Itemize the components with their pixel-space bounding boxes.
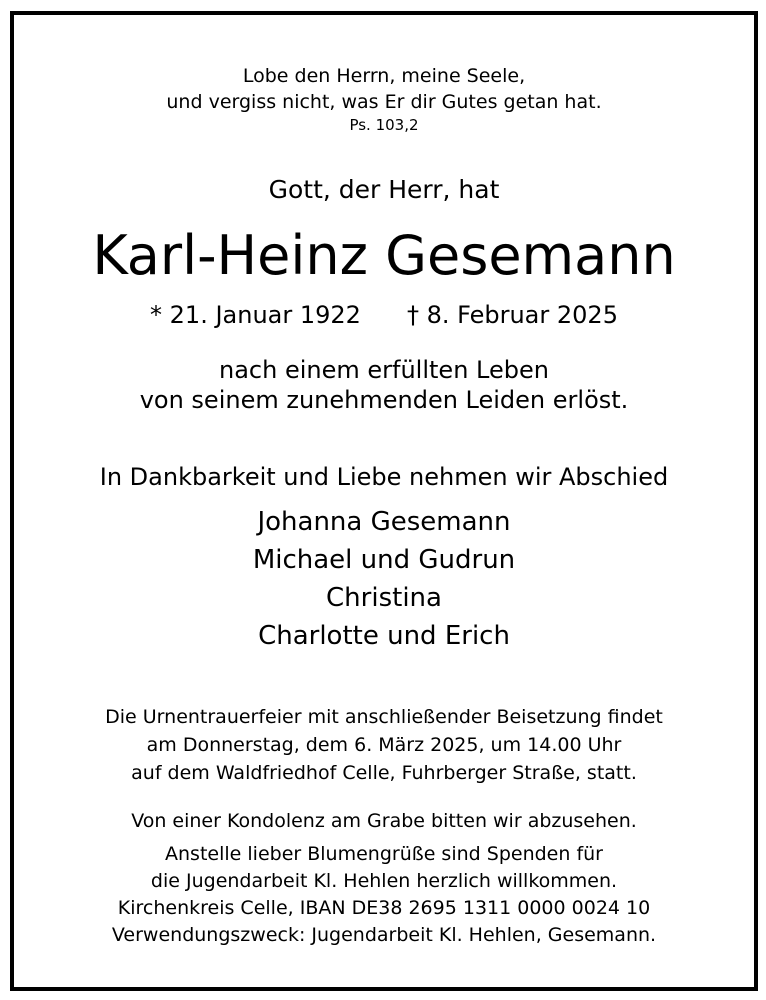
donation-line: Kirchenkreis Celle, IBAN DE38 2695 1311 0000 0024 10 xyxy=(117,897,651,919)
verse-line: und vergiss nicht, was Er dir Gutes getan hat. xyxy=(166,91,602,113)
deceased-name: Karl-Heinz Gesemann xyxy=(92,224,676,287)
verse-reference: Ps. 103,2 xyxy=(349,116,419,134)
condolence-note: Von einer Kondolenz am Grabe bitten wir abzusehen. xyxy=(131,810,637,832)
mourner-name: Christina xyxy=(326,583,442,613)
ceremony-info xyxy=(14,703,754,787)
mourner-name: Charlotte und Erich xyxy=(258,621,510,651)
bible-verse xyxy=(14,63,754,115)
mourner-name: Michael und Gudrun xyxy=(252,545,516,575)
mourner-name: Johanna Gesemann xyxy=(257,507,511,537)
life-text xyxy=(14,355,754,415)
life-text-line: nach einem erfüllten Leben xyxy=(219,356,549,384)
life-text-line: von seinem zunehmenden Leiden erlöst. xyxy=(139,386,629,414)
mourners-list xyxy=(14,503,754,655)
donation-line: Anstelle lieber Blumengrüße sind Spenden für xyxy=(165,843,603,865)
intro-text: Gott, der Herr, hat xyxy=(268,175,500,204)
ceremony-line: am Donnerstag, dem 6. März 2025, um 14.00 Uhr xyxy=(146,734,622,756)
donation-line: Verwendungszweck: Jugendarbeit Kl. Hehlen, Gesemann. xyxy=(111,924,657,946)
verse-line: Lobe den Herrn, meine Seele, xyxy=(242,65,526,87)
life-dates xyxy=(14,299,754,331)
ceremony-line: Die Urnentrauerfeier mit anschließender Beisetzung findet xyxy=(105,706,663,728)
donation-info xyxy=(14,841,754,949)
death-date: † 8. Februar 2025 xyxy=(406,301,618,329)
donation-line: die Jugendarbeit Kl. Hehlen herzlich willkommen. xyxy=(150,870,618,892)
farewell-text: In Dankbarkeit und Liebe nehmen wir Abschied xyxy=(99,463,669,491)
ceremony-line: auf dem Waldfriedhof Celle, Fuhrberger Straße, statt. xyxy=(131,762,637,784)
birth-date: * 21. Januar 1922 xyxy=(150,301,361,329)
